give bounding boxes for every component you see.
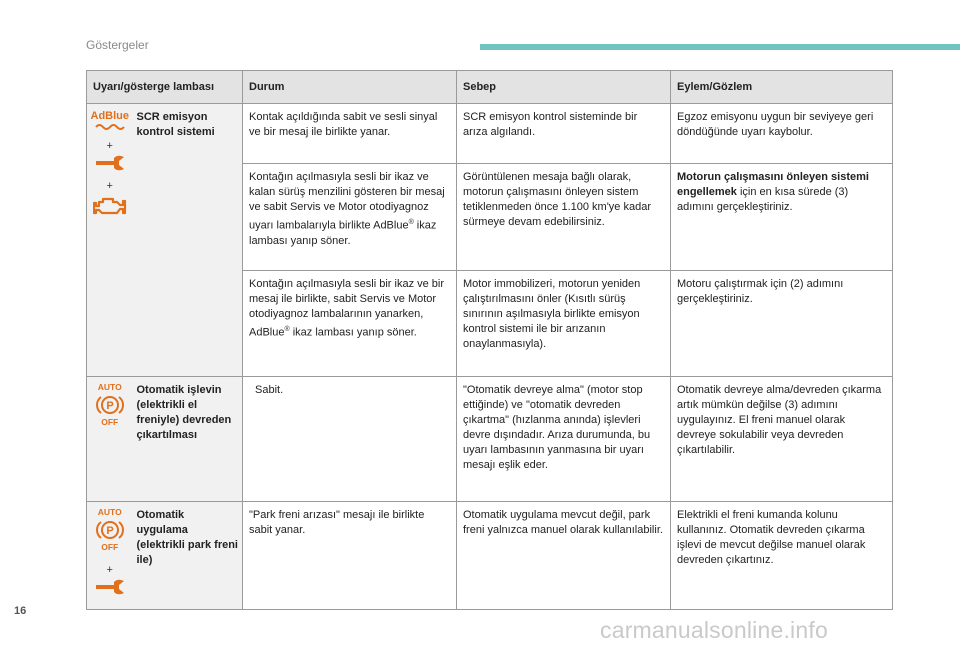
- scr-cause-3: Motor immobilizeri, motorun yeniden çalıştırılmasını önler (Kısıtlı sürüş sınırının aşılmasıyla birlikte emisyon kontrol sistemi ile bir arızanın onaylanmasıyla).: [457, 271, 671, 377]
- section-title: Göstergeler: [86, 38, 149, 52]
- auto-brake-status: Sabit.: [243, 377, 457, 502]
- watermark-text: carmanualsonline.info: [600, 617, 828, 643]
- auto-brake-icon-cell: [87, 377, 133, 502]
- auto-off-parking-brake-icon: AUTO P OFF: [97, 507, 122, 552]
- auto-app-status: "Park freni arızası" mesajı ile birlikte sabit yanar.: [243, 502, 457, 610]
- page-number: 16: [14, 605, 27, 617]
- table-row: [87, 377, 893, 502]
- scr-action-2: Motorun çalışmasını önleyen sistemi engellemek için en kısa sürede (3) adımını gerçekleştiriniz.: [671, 164, 893, 271]
- auto-off-parking-brake-icon: AUTO P OFF: [97, 382, 122, 427]
- auto-brake-action: Otomatik devreye alma/devreden çıkarma artık mümkün değilse (3) adımını uygulayınız. El freni manuel olarak devreye sokulabilir veya devreden çıkartılabilir.: [671, 377, 893, 502]
- auto-app-cause: Otomatik uygulama mevcut değil, park freni yalnızca manuel olarak kullanılabilir.: [457, 502, 671, 610]
- scr-status-2: Kontağın açılmasıyla sesli bir ikaz ve kalan sürüş menzilini gösteren bir mesaj ve sabit Servis ve Motor otodiyagnoz uyarı lambalarıyla birlikte AdBlue® ikaz lambası yanıp söner.: [243, 164, 457, 271]
- plus-sign: +: [106, 140, 113, 152]
- adblue-icon: AdBlue: [91, 110, 130, 130]
- svg-text:P: P: [106, 400, 114, 412]
- scr-icons-cell: [87, 104, 133, 377]
- engine-icon: [93, 194, 127, 218]
- auto-app-label: Otomatik uygulama (elektrikli park freni ile): [133, 502, 243, 610]
- scr-cause-1: SCR emisyon kontrol sisteminde bir arıza algılandı.: [457, 104, 671, 164]
- section-accent-bar: [480, 44, 960, 50]
- scr-status-1: Kontak açıldığında sabit ve sesli sinyal ve bir mesaj ile birlikte yanar.: [243, 104, 457, 164]
- table-row: [87, 104, 893, 164]
- auto-brake-label: Otomatik işlevin (elektrikli el freniyle) devreden çıkartılması: [133, 377, 243, 502]
- wrench-icon: [94, 578, 126, 596]
- plus-sign: +: [106, 564, 113, 576]
- table-row: [87, 502, 893, 610]
- scr-cause-2: Görüntülenen mesaja bağlı olarak, motorun çalışmasını önleyen sistem tetiklenmeden önce 1.100 km'ye kadar sürmeye devam edebilirsiniz.: [457, 164, 671, 271]
- auto-brake-cause: "Otomatik devreye alma" (motor stop ettiğinde) ve "otomatik devreden çıkartma" (hızlanma anında) işlevleri devre dışındadır. Arıza durumunda, bu uyarı lambasının yanmasına bir uyarı mesajı eşlik eder.: [457, 377, 671, 502]
- auto-app-action: Elektrikli el freni kumanda kolunu kullanınız. Otomatik devreden çıkarma işlevi de mevcut değilse manuel olarak devreden çıkartınız.: [671, 502, 893, 610]
- svg-text:P: P: [106, 525, 114, 537]
- scr-action-3: Motoru çalıştırmak için (2) adımını gerçekleştiriniz.: [671, 271, 893, 377]
- header-action: Eylem/Gözlem: [671, 71, 893, 104]
- auto-app-icon-cell: [87, 502, 133, 610]
- header-status: Durum: [243, 71, 457, 104]
- plus-sign: +: [106, 180, 113, 192]
- scr-action-1: Egzoz emisyonu uygun bir seviyeye geri döndüğünde uyarı kaybolur.: [671, 104, 893, 164]
- warning-lights-table: [86, 70, 893, 610]
- warning-lights-table-wrapper: [86, 70, 892, 610]
- scr-label: SCR emisyon kontrol sistemi: [133, 104, 243, 377]
- header-cause: Sebep: [457, 71, 671, 104]
- wrench-icon: [94, 154, 126, 172]
- table-header-row: [87, 71, 893, 104]
- header-warning-light: Uyarı/gösterge lambası: [87, 71, 243, 104]
- scr-status-3: Kontağın açılmasıyla sesli bir ikaz ve bir mesaj ile birlikte, sabit Servis ve Motor otodiyagnoz lambalarının yanarken, AdBlue® ikaz lambası yanıp söner.: [243, 271, 457, 377]
